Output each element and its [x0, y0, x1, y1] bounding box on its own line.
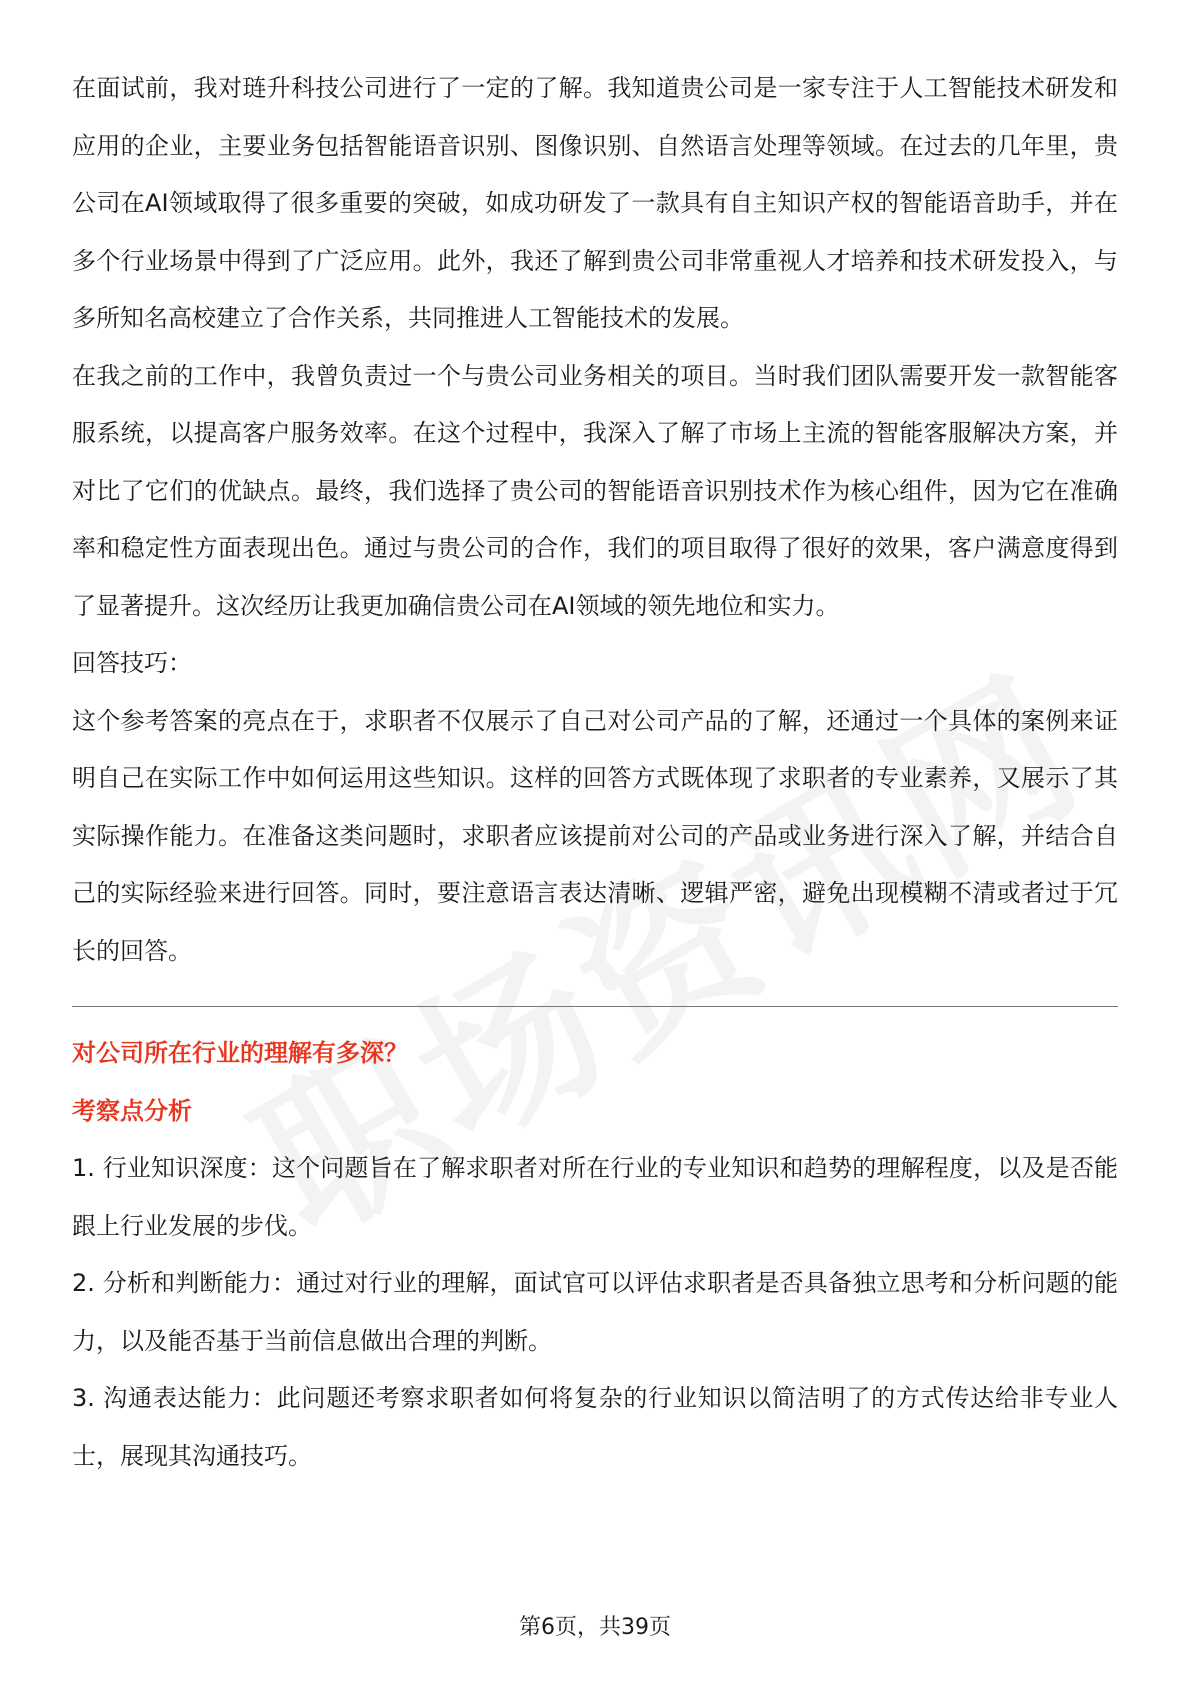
analysis-point-2: 2. 分析和判断能力：通过对行业的理解，面试官可以评估求职者是否具备独立思考和分析问题的能力，以及能否基于当前信息做出合理的判断。 [72, 1269, 1118, 1355]
section-divider [72, 1006, 1118, 1007]
question-heading: 对公司所在行业的理解有多深？ [72, 1039, 408, 1067]
tips-label: 回答技巧： [72, 649, 192, 677]
analysis-heading: 考察点分析 [72, 1096, 192, 1125]
tips-paragraph: 这个参考答案的亮点在于，求职者不仅展示了自己对公司产品的了解，还通过一个具体的案例来证明自己在实际工作中如何运用这些知识。这样的回答方式既体现了求职者的专业素养，又展示了其实际操作能力。在准备这类问题时，求职者应该提前对公司的产品或业务进行深入了解，并结合自己的实际经验来进行回答。同时，要注意语言表达清晰、逻辑严密，避免出现模糊不清或者过于冗长的回答。 [72, 706, 1118, 965]
page-number: 第6页，共39页 [519, 1615, 671, 1640]
analysis-point-1: 1. 行业知识深度：这个问题旨在了解求职者对所在行业的专业知识和趋势的理解程度，以及是否能跟上行业发展的步伐。 [72, 1154, 1118, 1240]
answer-paragraph-1: 在面试前，我对琏升科技公司进行了一定的了解。我知道贵公司是一家专注于人工智能技术研发和应用的企业，主要业务包括智能语音识别、图像识别、自然语言处理等领域。在过去的几年里，贵公司在AI领域取得了很多重要的突破，如成功研发了一款具有自主知识产权的智能语音助手，并在多个行业场景中得到了广泛应用。此外，我还了解到贵公司非常重视人才培养和技术研发投入，与多所知名高校建立了合作关系，共同推进人工智能技术的发展。 [72, 74, 1118, 332]
document-body [72, 60, 1118, 1485]
analysis-point-3: 3. 沟通表达能力：此问题还考察求职者如何将复杂的行业知识以简洁明了的方式传达给非专业人士，展现其沟通技巧。 [72, 1384, 1118, 1470]
answer-paragraph-2: 在我之前的工作中，我曾负责过一个与贵公司业务相关的项目。当时我们团队需要开发一款智能客服系统，以提高客户服务效率。在这个过程中，我深入了解了市场上主流的智能客服解决方案，并对比了它们的优缺点。最终，我们选择了贵公司的智能语音识别技术作为核心组件，因为它在准确率和稳定性方面表现出色。通过与贵公司的合作，我们的项目取得了很好的效果，客户满意度得到了显著提升。这次经历让我更加确信贵公司在AI领域的领先地位和实力。 [72, 361, 1118, 620]
